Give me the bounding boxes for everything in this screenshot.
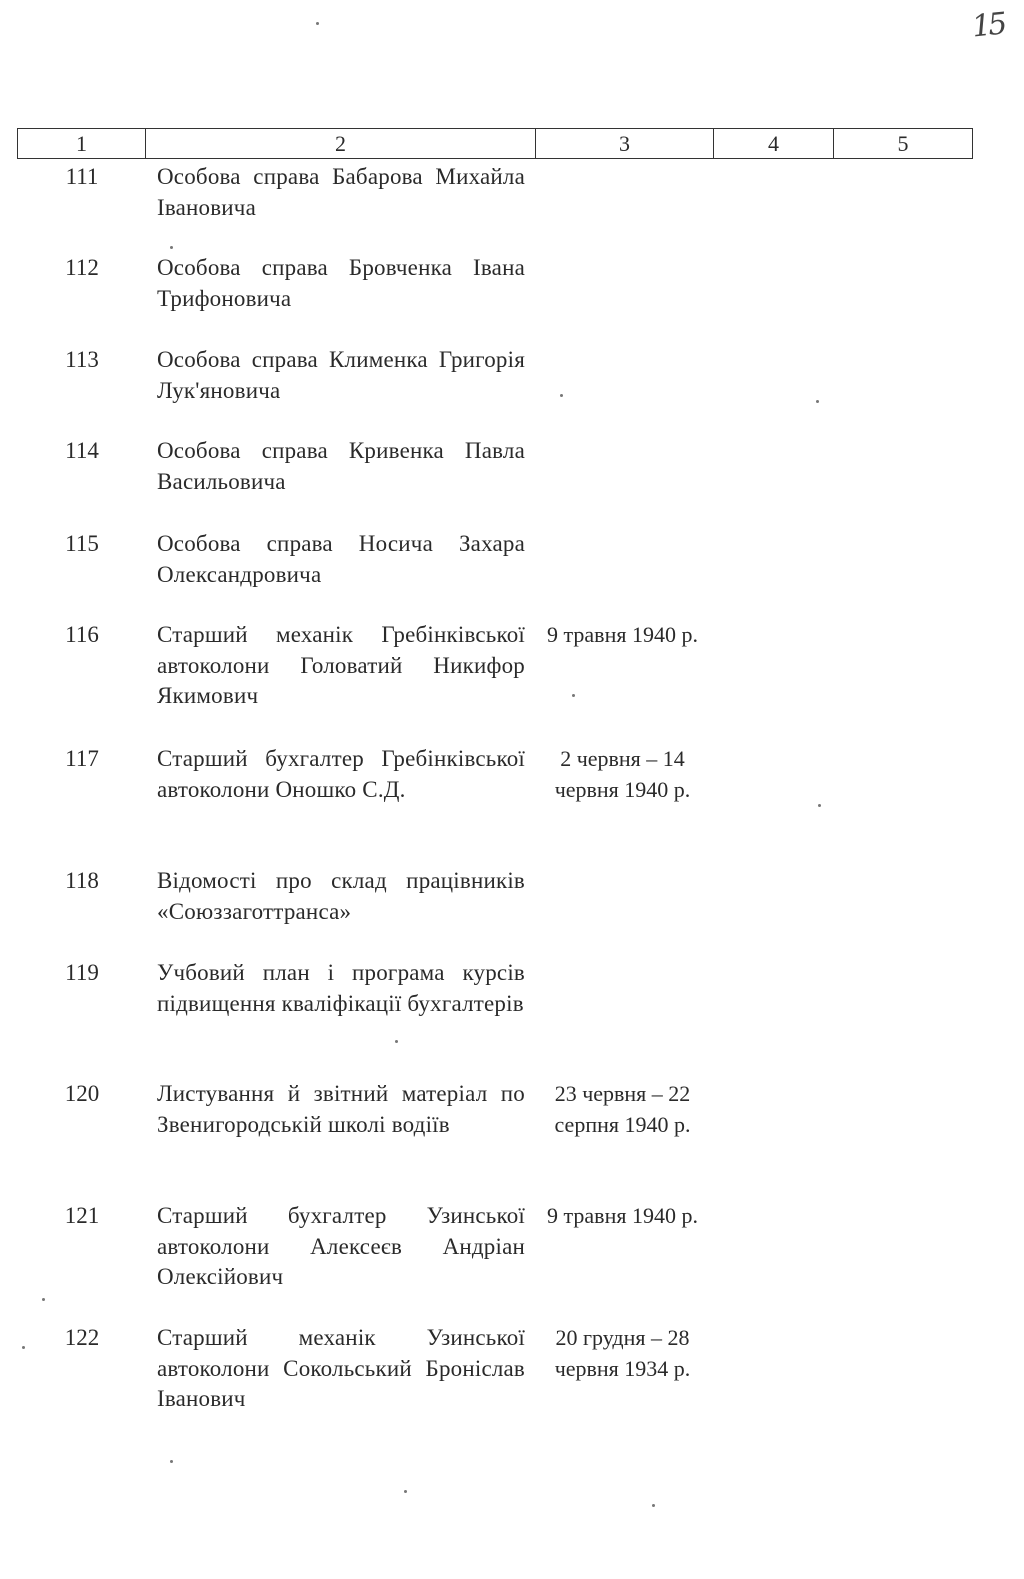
row-number: 119 (65, 960, 99, 985)
row-title: Старший бухгалтер Гребінківської автоколони Оношко С.Д. (157, 746, 525, 802)
scan-speck (652, 1504, 655, 1507)
row-title: Особова справа Клименка Григорія Лук'яновича (157, 347, 525, 403)
row-number: 114 (65, 438, 99, 463)
scan-speck (22, 1346, 25, 1349)
row-title: Відомості про склад працівників «Союззаготтранса» (157, 868, 525, 924)
row-dates: 23 червня – 22 серпня 1940 р. (554, 1081, 691, 1137)
row-number: 113 (65, 347, 99, 372)
column-header-row (18, 129, 973, 159)
scan-speck (316, 22, 319, 25)
scan-speck (818, 804, 821, 807)
scan-speck (42, 1298, 45, 1301)
scan-speck (560, 394, 563, 397)
row-title: Особова справа Бровченка Івана Трифоновича (157, 255, 525, 311)
column-header-4: 4 (714, 129, 834, 159)
row-title: Старший механік Гребінківської автоколони Головатий Никифор Якимович (157, 622, 525, 708)
scan-speck (816, 400, 819, 403)
row-number: 111 (65, 164, 99, 189)
row-title: Особова справа Носича Захара Олександровича (157, 531, 525, 587)
column-header-1: 1 (18, 129, 146, 159)
row-title: Листування й звітний матеріал по Звенигородській школі водіїв (157, 1081, 525, 1137)
row-dates: 2 червня – 14 червня 1940 р. (554, 746, 691, 802)
row-number: 115 (65, 531, 99, 556)
row-title: Старший бухгалтер Узинської автоколони Алексеєв Андріан Олексійович (157, 1203, 525, 1289)
row-dates: 9 травня 1940 р. (547, 1203, 698, 1228)
column-header-5: 5 (834, 129, 973, 159)
scan-speck (572, 694, 575, 697)
sheet-number: 15 (970, 6, 1006, 45)
row-number: 116 (65, 622, 99, 647)
row-title: Особова справа Кривенка Павла Васильовича (157, 438, 525, 494)
column-header-2: 2 (146, 129, 536, 159)
column-header-3: 3 (536, 129, 714, 159)
row-title: Особова справа Бабарова Михайла Івановича (157, 164, 525, 220)
row-title: Учбовий план і програма курсів підвищення кваліфікації бухгалтерів (157, 960, 525, 1016)
scan-speck (170, 246, 173, 249)
row-dates: 20 грудня – 28 червня 1934 р. (554, 1325, 691, 1381)
scan-speck (170, 1460, 173, 1463)
row-number: 121 (64, 1203, 100, 1228)
row-number: 118 (65, 868, 99, 893)
row-title: Старший механік Узинської автоколони Сокольський Броніслав Іванович (157, 1325, 525, 1411)
row-number: 117 (65, 746, 99, 771)
scan-speck (395, 1040, 398, 1043)
row-number: 122 (64, 1325, 100, 1350)
scan-speck (404, 1490, 407, 1493)
row-number: 112 (65, 255, 99, 280)
row-number: 120 (64, 1081, 100, 1106)
column-header-table (17, 128, 973, 159)
row-dates: 9 травня 1940 р. (547, 622, 698, 647)
